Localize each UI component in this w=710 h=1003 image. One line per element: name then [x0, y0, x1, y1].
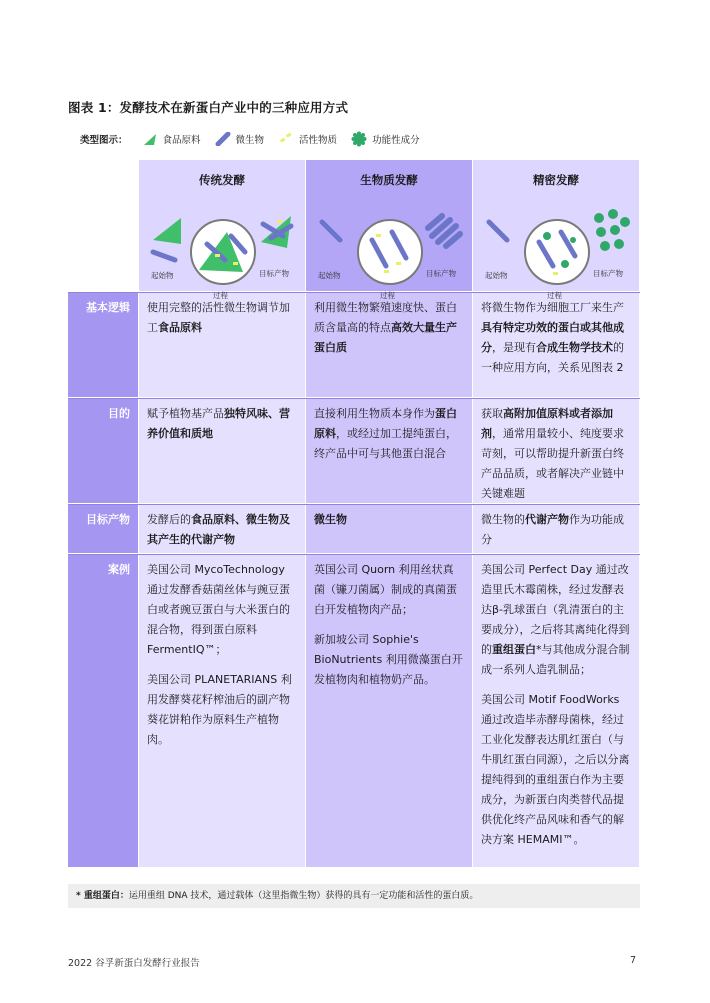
- cell-text: ，是现有: [492, 341, 536, 354]
- case-paragraph: 英国公司 Quorn 利用丝状真菌（镰刀菌属）制成的真菌蛋白开发植物肉产品；: [314, 563, 457, 616]
- table-row-logic: [68, 292, 640, 398]
- table-header-row: [68, 160, 640, 300]
- green-triangle-icon: [142, 132, 158, 146]
- cell-text: 利用微生物繁殖速度快、蛋白质含量高的特点: [314, 301, 457, 334]
- row-label: 基本逻辑: [68, 293, 138, 397]
- column-title: 精密发酵: [533, 173, 579, 187]
- case-paragraph: [481, 560, 631, 680]
- green-gear-icon: [351, 131, 367, 147]
- header-corner: [68, 160, 138, 291]
- start-label: 起始物: [151, 271, 174, 280]
- cell-bold: 蛋白原料: [314, 407, 457, 440]
- target-label: 目标产物: [426, 269, 456, 278]
- case-paragraph: 新加坡公司 Sophie's BioNutrients 利用微藻蛋白开发植物肉和植物奶产品。: [314, 633, 463, 686]
- cell-bold: 食品原料: [158, 321, 202, 334]
- precision-diagram: [481, 196, 631, 300]
- application-table: [68, 160, 640, 868]
- legend-label: 食品原料: [162, 135, 201, 146]
- footnote-text: 运用重组 DNA 技术，通过载体（这里指微生物）获得的具有一定功能和活性的蛋白质。: [128, 891, 479, 901]
- cell-biomass-logic: [305, 293, 472, 397]
- legend: [80, 131, 434, 147]
- footnote-term: * 重组蛋白：: [76, 891, 129, 901]
- legend-title: 类型图示：: [80, 135, 128, 146]
- legend-label: 功能性成分: [372, 135, 420, 146]
- cell-bold: 独特风味、营养价值和质地: [147, 407, 290, 440]
- cell-text: 发酵后的: [147, 513, 191, 526]
- cell-biomass-cases: [305, 555, 472, 867]
- column-title: 生物质发酵: [360, 173, 418, 187]
- cell-text: 使用完整的活性微生物调节加工: [147, 301, 290, 334]
- blue-rod-icon: [215, 132, 231, 146]
- cell-text: 将微生物作为细胞工厂来生产: [481, 301, 624, 314]
- cell-text: ，通常用量较小、纯度要求苛刻，可以帮助提升新蛋白终产品品质，或者解决产业链中关键难题: [481, 427, 624, 500]
- process-label: 过程: [547, 291, 562, 300]
- case-paragraph: 美国公司 PLANETARIANS 利用发酵葵花籽榨油后的副产物葵花饼粕作为原料生产植物肉。: [147, 673, 292, 746]
- cell-precision-target: [472, 505, 639, 553]
- cell-traditional-logic: [138, 293, 305, 397]
- table-row-target: [68, 504, 640, 554]
- table-row-purpose: [68, 398, 640, 504]
- legend-item-active: [278, 132, 337, 146]
- case-paragraph: 美国公司 Motif FoodWorks 通过改造毕赤酵母菌株，经过工业化发酵表达肌红蛋白（与牛肌红蛋白同源），之后以分离提纯得到的重组蛋白作为主要成分，为新蛋白肉类替代品提供优化终产品风味和香气的解决方案 HEMAMI™。: [481, 693, 630, 846]
- column-precision: [472, 160, 639, 300]
- legend-item-food: [142, 132, 201, 146]
- figure-title: 图表 1：发酵技术在新蛋白产业中的三种应用方式: [68, 100, 349, 115]
- legend-label: 活性物质: [299, 135, 338, 146]
- cell-precision-purpose: [472, 399, 639, 503]
- cell-bold: 重组蛋白: [492, 643, 536, 656]
- legend-label: 微生物: [235, 135, 265, 146]
- cell-text: ，或经过加工提纯蛋白，终产品中可与其他蛋白混合: [314, 427, 457, 460]
- cell-traditional-target: [138, 505, 305, 553]
- footnote: [68, 884, 640, 908]
- cell-text: 获取: [481, 407, 503, 420]
- cell-biomass-purpose: [305, 399, 472, 503]
- legend-item-microbe: [215, 132, 265, 146]
- cell-bold: 具有特定功效的蛋白或其他成分: [481, 321, 624, 354]
- row-label: 案例: [68, 555, 138, 867]
- case-paragraph: 美国公司 MycoTechnology 通过发酵香菇菌丝体与豌豆蛋白或者豌豆蛋白与大米蛋白的混合物，得到蛋白原料 FermentIQ™；: [147, 563, 290, 656]
- cell-bold: 高附加值原料或者添加剂: [481, 407, 613, 440]
- cell-text: 微生物的: [481, 513, 525, 526]
- column-traditional: [138, 160, 305, 300]
- cell-text: 直接利用生物质本身作为: [314, 407, 435, 420]
- cell-precision-cases: [472, 555, 639, 867]
- cell-precision-logic: [472, 293, 639, 397]
- row-label: 目的: [68, 399, 138, 503]
- cell-bold: 代谢产物: [525, 513, 569, 526]
- cell-biomass-target: [305, 505, 472, 553]
- cell-bold: 合成生物学技术: [536, 341, 613, 354]
- process-label: 过程: [213, 291, 228, 300]
- cell-text: 的一种应用方向，关系见图表 2: [481, 341, 624, 374]
- start-label: 起始物: [318, 271, 341, 280]
- yellow-dots-icon: [278, 132, 294, 146]
- cell-text: 赋予植物基产品: [147, 407, 224, 420]
- report-footer: 2022 谷孚新蛋白发酵行业报告: [68, 958, 200, 969]
- target-label: 目标产物: [259, 269, 289, 278]
- cell-bold: 高效大量生产蛋白质: [314, 321, 457, 354]
- table-row-cases: [68, 554, 640, 868]
- legend-item-functional: [351, 131, 420, 147]
- traditional-diagram: [147, 196, 297, 300]
- start-label: 起始物: [485, 271, 508, 280]
- cell-text: 作为功能成分: [481, 513, 624, 546]
- cell-bold: 食品原料、微生物及其产生的代谢产物: [147, 513, 290, 546]
- process-label: 过程: [380, 291, 395, 300]
- column-title: 传统发酵: [199, 173, 245, 187]
- target-label: 目标产物: [593, 269, 623, 278]
- row-label: 目标产物: [68, 505, 138, 553]
- cell-text: 美国公司 Perfect Day 通过改造里氏木霉菌株，经过发酵表达β-乳球蛋白（乳清蛋白的主要成分），之后将其离纯化得到的: [481, 563, 630, 656]
- cell-text: *与其他成分混合制成一系列人造乳制品；: [481, 643, 630, 676]
- page-number: 7: [630, 955, 637, 966]
- cell-bold: 微生物: [314, 513, 347, 526]
- cell-traditional-cases: [138, 555, 305, 867]
- biomass-diagram: [314, 196, 464, 300]
- column-biomass: [305, 160, 472, 300]
- cell-traditional-purpose: [138, 399, 305, 503]
